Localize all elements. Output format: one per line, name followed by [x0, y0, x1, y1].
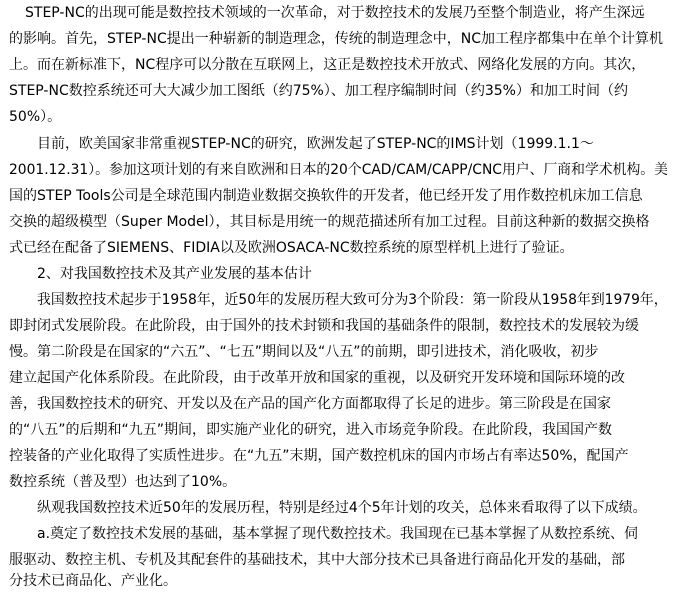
- text-line: 建立起国产化体系阶段。在此阶段，由于改革开放和国家的重视，以及研究开发环境和国际环境的改: [9, 370, 625, 386]
- text-line: 善，我国数控技术的研究、开发以及在产品的国产化方面都取得了长足的进步。第三阶段是在国家: [9, 396, 611, 412]
- text-line: 控装备的产业化取得了实质性进步。在“九五”末期，国产数控机床的国内市场占有率达50%，配国产: [9, 448, 629, 464]
- text-line: 的影响。首先，STEP-NC提出一种崭新的制造理念，传统的制造理念中，NC加工程序都集中在单个计算机: [9, 31, 663, 47]
- text-line: 目前，欧美国家非常重视STEP-NC的研究，欧洲发起了STEP-NC的IMS计划（1999.1.1～: [37, 136, 594, 152]
- text-line: 分技术已商品化、产业化。: [9, 573, 177, 589]
- text-line: 慢。第二阶段是在国家的“六五”、“七五”期间以及“八五”的前期，即引进技术，消化吸收，初步: [9, 344, 599, 360]
- text-line: 服驱动、数控主机、专机及其配套件的基础技术，其中大部分技术已具备进行商品化开发的基础，部: [9, 552, 625, 568]
- text-line: 数控系统（普及型）也达到了10%。: [9, 474, 237, 490]
- text-line: 的“八五”的后期和“九五”期间，即实施产业化的研究，进入市场竞争阶段。在此阶段，我国国产数: [9, 422, 613, 438]
- text-line: 2001.12.31）。参加这项计划的有来自欧洲和日本的20个CAD/CAM/CAPP/CNC用户、厂商和学术机构。美: [9, 162, 668, 178]
- text-line: 交换的超级模型（Super Model），其目标是用统一的规范描述所有加工过程。目前这种新的数据交换格: [9, 214, 650, 230]
- text-line: 我国数控技术起步于1958年，近50年的发展历程大致可分为3个阶段：第一阶段从1958年到1979年，: [37, 292, 668, 308]
- text-line: STEP-NC数控系统还可大大减少加工图纸（约75%）、加工程序编制时间（约35%）和加工时间（约: [9, 83, 628, 99]
- text-line: a.奠定了数控技术发展的基础，基本掌握了现代数控技术。我国现在已基本掌握了从数控系统、伺: [37, 526, 639, 542]
- text-line: 式已经在配备了SIEMENS、FIDIA以及欧洲OSACA-NC数控系统的原型样机上进行了验证。: [9, 240, 574, 256]
- text-line: 纵观我国数控技术近50年的发展历程，特别是经过4个5年计划的攻关，总体来看取得了以下成绩。: [37, 500, 647, 516]
- text-line: 上。而在新标准下，NC程序可以分散在互联网上，这正是数控技术开放式、网络化发展的方向。其次，: [9, 57, 646, 73]
- section-heading: 2、对我国数控技术及其产业发展的基本估计: [37, 266, 312, 282]
- text-line: STEP-NC的出现可能是数控技术领域的一次革命，对于数控技术的发展乃至整个制造业，将产生深远: [25, 5, 645, 21]
- text-line: 50%）。: [9, 109, 62, 125]
- text-line: 即封闭式发展阶段。在此阶段，由于国外的技术封锁和我国的基础条件的限制，数控技术的发展较为缓: [9, 318, 639, 334]
- text-line: 国的STEP Tools公司是全球范围内制造业数据交换软件的开发者，他已经开发了用作数控机床加工信息: [9, 188, 643, 204]
